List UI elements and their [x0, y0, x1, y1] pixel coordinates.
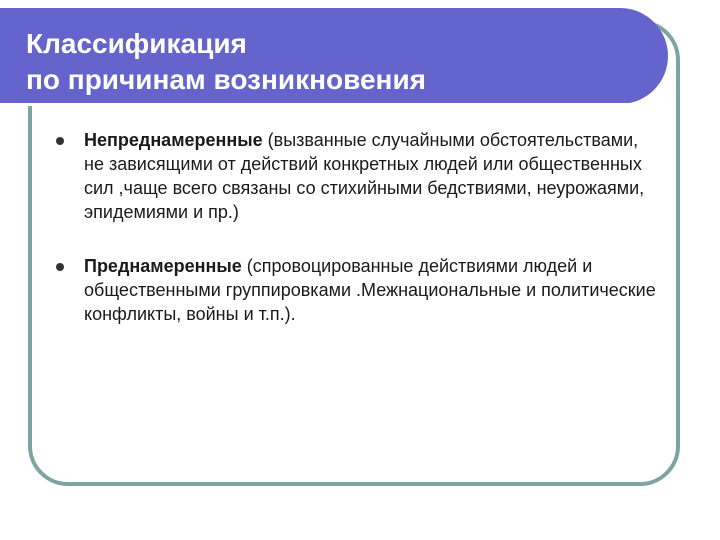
bullet-text: (спровоцированные действиями людей и общественными группировками .Межнациональные и политические конфликты, войны и т.п.).	[84, 256, 656, 324]
title-underline	[0, 103, 640, 106]
title-line-2: по причинам возникновения	[26, 64, 426, 95]
bullet-dot-icon	[56, 263, 64, 271]
bullet-item-unintentional	[56, 128, 656, 224]
bullet-list	[56, 128, 656, 356]
bullet-dot-icon	[56, 137, 64, 145]
bullet-item-intentional	[56, 254, 656, 326]
title-line-1: Классификация	[26, 28, 247, 59]
bullet-text: (вызванные случайными обстоятельствами, не зависящими от действий конкретных людей или общественных сил ,чаще всего связаны со стихийными бедствиями, неурожаями, эпидемиями и пр.)	[84, 130, 645, 222]
title-bar	[0, 8, 668, 104]
bullet-term: Непреднамеренные	[84, 130, 263, 150]
slide-title	[26, 26, 426, 98]
bullet-term: Преднамеренные	[84, 256, 242, 276]
